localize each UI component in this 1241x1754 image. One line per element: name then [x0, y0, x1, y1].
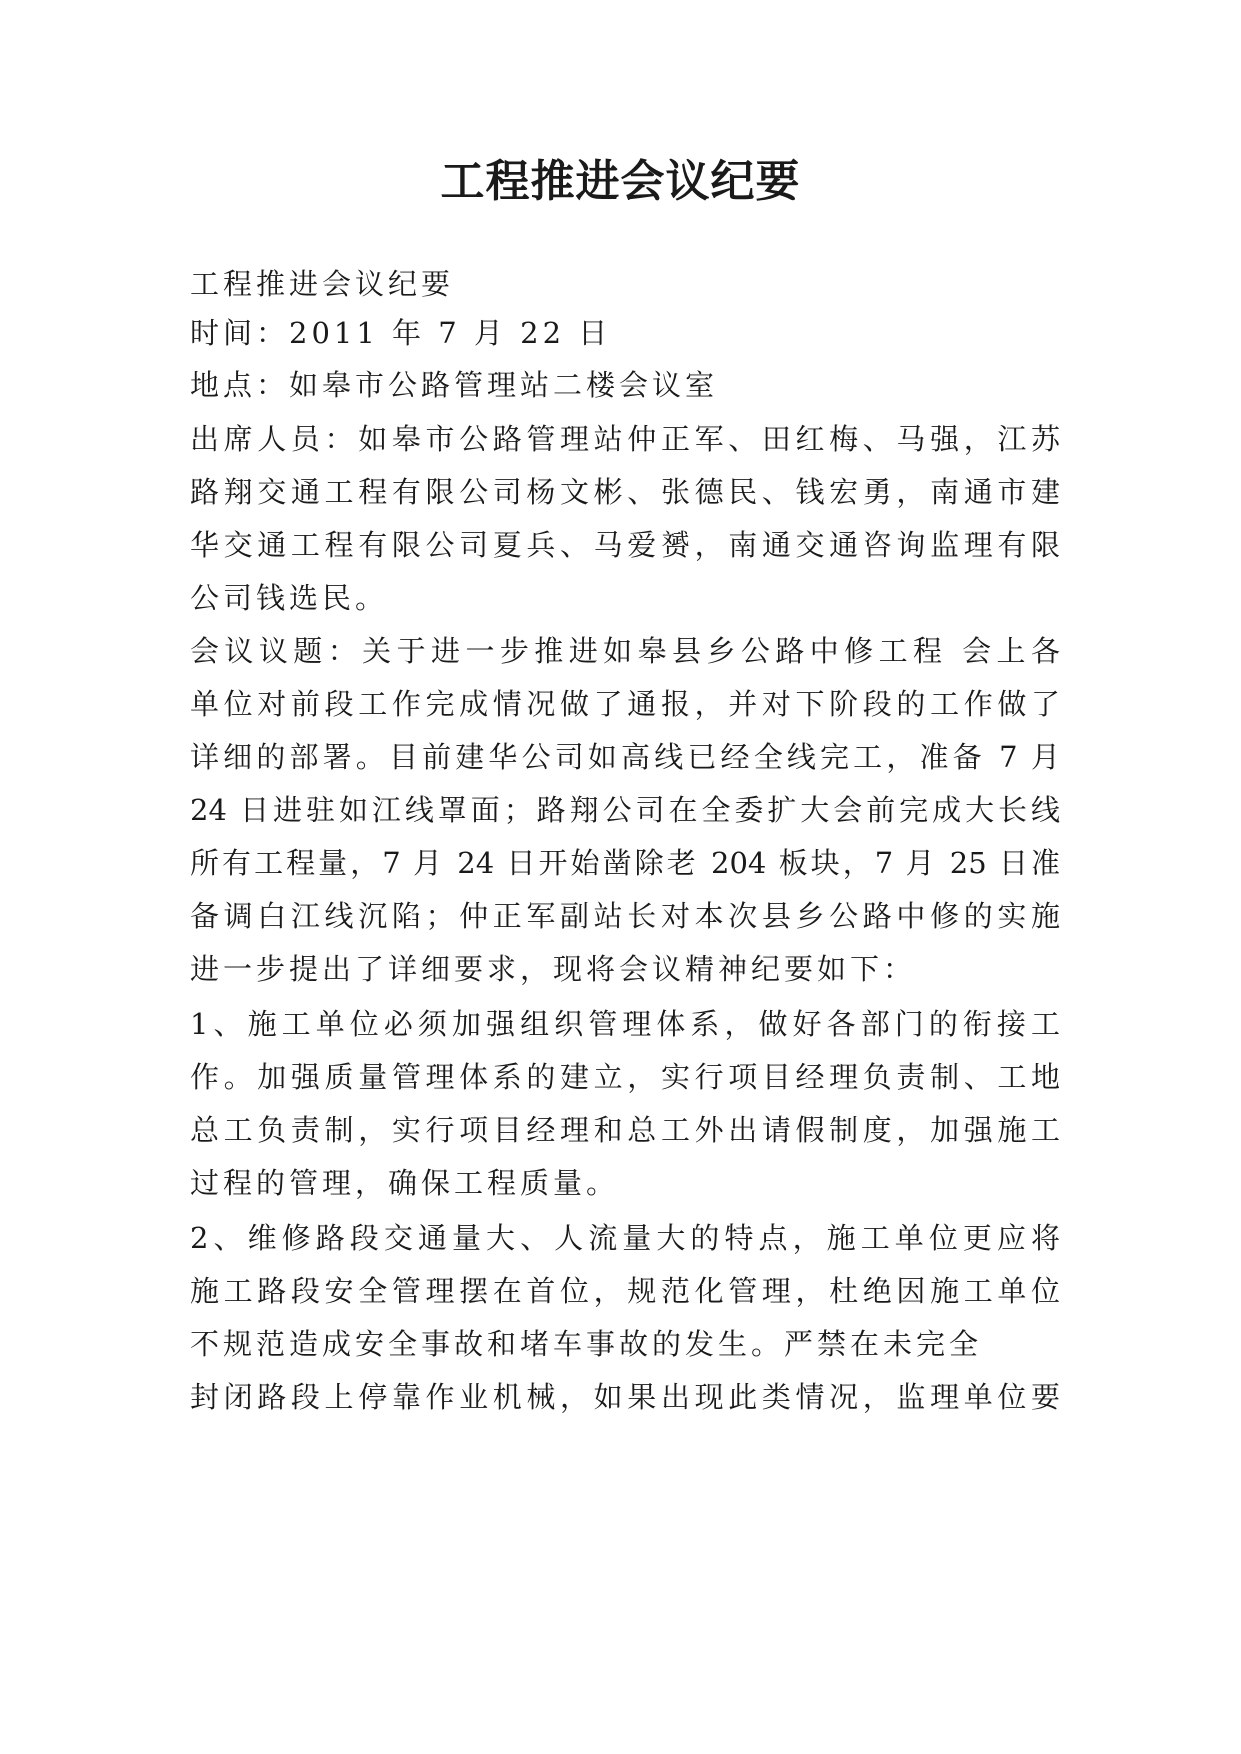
text-line: 封闭路段上停靠作业机械，如果出现此类情况，监理单位要	[190, 1380, 1060, 1414]
text-line: 工程推进会议纪要	[190, 267, 455, 301]
text-line: 作。加强质量管理体系的建立，实行项目经理负责制、工地	[190, 1060, 1060, 1094]
text-line: 进一步提出了详细要求，现将会议精神纪要如下：	[190, 952, 917, 986]
text-line: 1、施工单位必须加强组织管理体系，做好各部门的衔接工	[190, 1007, 1060, 1041]
text-line: 所有工程量，7 月 24 日开始凿除老 204 板块，7 月 25 日准	[190, 846, 1060, 880]
text-line: 路翔交通工程有限公司杨文彬、张德民、钱宏勇，南通市建	[190, 475, 1060, 509]
text-line: 地点：如皋市公路管理站二楼会议室	[190, 368, 719, 402]
text-line: 出席人员：如皋市公路管理站仲正军、田红梅、马强，江苏	[190, 422, 1060, 456]
text-line: 2、维修路段交通量大、人流量大的特点，施工单位更应将	[190, 1221, 1060, 1255]
text-line: 24 日进驻如江线罩面；路翔公司在全委扩大会前完成大长线	[190, 793, 1060, 827]
text-line: 时间：2011 年 7 月 22 日	[190, 316, 612, 350]
document-title: 工程推进会议纪要	[440, 156, 801, 207]
text-line: 不规范造成安全事故和堵车事故的发生。严禁在未完全	[190, 1327, 983, 1361]
text-line: 详细的部署。目前建华公司如高线已经全线完工，准备 7 月	[190, 740, 1060, 774]
text-line: 过程的管理，确保工程质量。	[190, 1166, 620, 1200]
text-line: 备调白江线沉陷；仲正军副站长对本次县乡公路中修的实施	[190, 899, 1060, 933]
text-line: 公司钱选民。	[190, 581, 389, 615]
text-line: 华交通工程有限公司夏兵、马爱赟，南通交通咨询监理有限	[190, 528, 1060, 562]
text-line: 施工路段安全管理摆在首位，规范化管理，杜绝因施工单位	[190, 1274, 1060, 1308]
text-line: 总工负责制，实行项目经理和总工外出请假制度，加强施工	[190, 1113, 1060, 1147]
text-line: 单位对前段工作完成情况做了通报，并对下阶段的工作做了	[190, 687, 1060, 721]
text-line: 会议议题：关于进一步推进如皋县乡公路中修工程 会上各	[190, 634, 1060, 668]
